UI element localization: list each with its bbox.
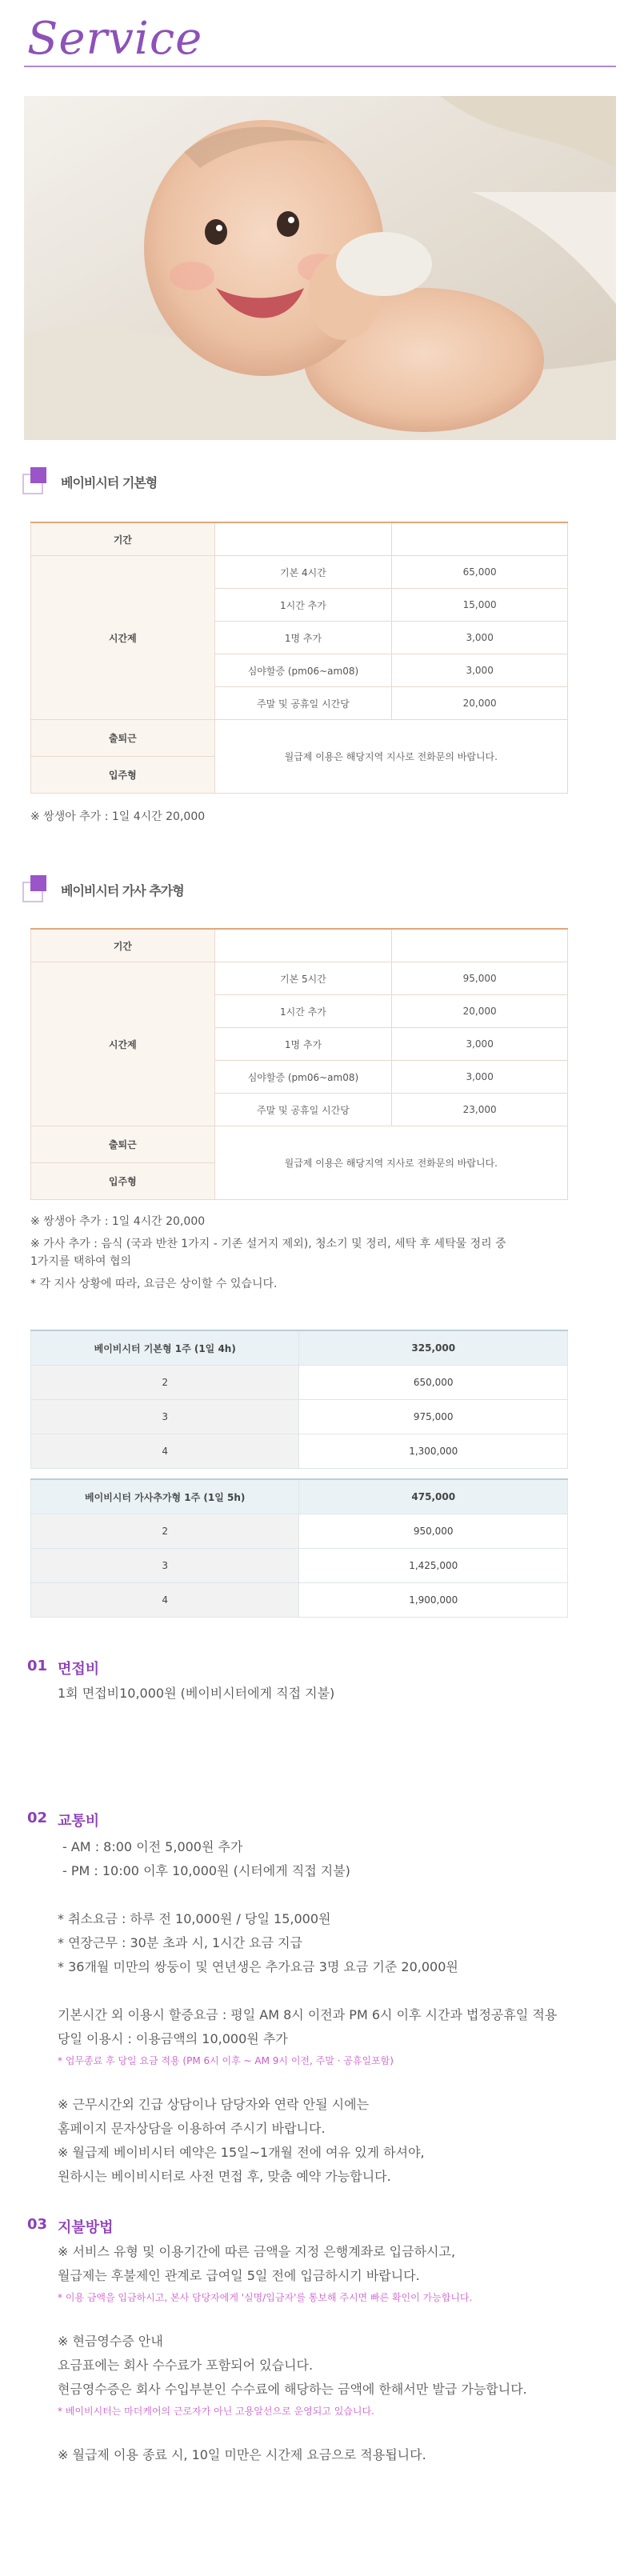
pink-note: * 업무종료 후 당일 요금 적용 (PM 6시 이후 ~ AM 9시 이전, 주말 · 공휴일포함) <box>58 2055 394 2066</box>
item-cell: 주말 및 공휴일 시간당 <box>214 1094 392 1126</box>
note-line: 1가지를 택하여 협의 <box>30 1255 131 1268</box>
weekly-housework-table <box>30 1478 568 1618</box>
body-line: ※ 근무시간외 긴급 상담이나 담당자와 연락 안될 시에는 <box>58 2097 370 2112</box>
body-line: * 연장근무 : 30분 초과 시, 1시간 요금 지급 <box>58 1935 303 1950</box>
price-cell: 65,000 <box>392 556 568 589</box>
body-line: - AM : 8:00 이전 5,000원 추가 <box>62 1839 243 1854</box>
housework-price-table <box>30 928 568 1200</box>
body-line: * 36개월 미만의 쌍둥이 및 연년생은 추가요금 3명 요금 기준 20,000원 <box>58 1959 458 1974</box>
item-cell: 1시간 추가 <box>214 995 392 1028</box>
item-cell: 1시간 추가 <box>214 589 392 622</box>
weekly-head-price: 475,000 <box>299 1479 568 1514</box>
price-cell: 1,900,000 <box>299 1583 568 1618</box>
body-line: 1회 면접비10,000원 (베이비시터에게 직접 지불) <box>58 1686 335 1701</box>
note-line: * 각 지사 상황에 따라, 요금은 상이할 수 있습니다. <box>30 1278 278 1290</box>
sec3-body <box>58 2240 618 2467</box>
price-cell: 650,000 <box>299 1366 568 1400</box>
weeks-cell: 2 <box>31 1514 299 1549</box>
body-line: ※ 월급제 이용 종료 시, 10일 미만은 시간제 요금으로 적용됩니다. <box>58 2447 426 2462</box>
body-line: 기본시간 외 이용시 할증요금 : 평일 AM 8시 이전과 PM 6시 이후 시간과 법정공휴일 적용 <box>58 2007 558 2022</box>
price-cell: 3,000 <box>392 1061 568 1094</box>
weeks-cell: 3 <box>31 1400 299 1434</box>
section-square-icon <box>22 875 50 902</box>
body-line: ※ 서비스 유형 및 이용기간에 따른 금액을 지정 은행계좌로 입금하시고, <box>58 2244 456 2259</box>
body-line: 월급제는 후불제인 관계로 급여일 5일 전에 입금하시기 바랍니다. <box>58 2268 420 2283</box>
price-cell: 20,000 <box>392 687 568 720</box>
sec2-body <box>58 1835 618 2189</box>
period-header: 기간 <box>31 522 215 556</box>
page-title: Service <box>27 13 203 65</box>
housework-notes <box>30 1213 574 1293</box>
price-cell: 1,300,000 <box>299 1434 568 1469</box>
price-cell: 95,000 <box>392 962 568 995</box>
hourly-label: 시간제 <box>31 962 215 1126</box>
weekly-basic-table <box>30 1330 568 1469</box>
price-cell: 3,000 <box>392 622 568 654</box>
weekly-head-price: 325,000 <box>299 1330 568 1366</box>
price-cell: 3,000 <box>392 654 568 687</box>
item-cell: 심야할증 (pm06~am08) <box>214 1061 392 1094</box>
price-cell: 23,000 <box>392 1094 568 1126</box>
item-cell: 1명 추가 <box>214 1028 392 1061</box>
item-cell: 심야할증 (pm06~am08) <box>214 654 392 687</box>
body-line: 요금표에는 회사 수수료가 포함되어 있습니다. <box>58 2358 314 2373</box>
price-cell: 975,000 <box>299 1400 568 1434</box>
body-line: 현금영수증은 회사 수입부분인 수수료에 해당하는 금액에 한해서만 발급 가능합니다. <box>58 2382 527 2397</box>
note-line: ※ 쌍생아 추가 : 1일 4시간 20,000 <box>30 1215 206 1228</box>
body-line: ※ 현금영수증 안내 <box>58 2334 163 2349</box>
livein-label: 입주형 <box>31 757 215 794</box>
title-divider <box>24 66 616 67</box>
livein-label: 입주형 <box>31 1163 215 1200</box>
sec1-label: 면접비 <box>58 1661 100 1678</box>
price-cell: 20,000 <box>392 995 568 1028</box>
item-cell: 주말 및 공휴일 시간당 <box>214 687 392 720</box>
basic-price-table <box>30 522 568 794</box>
weeks-cell: 4 <box>31 1583 299 1618</box>
sec3-number: 03 <box>27 2216 48 2233</box>
housework-section-heading: 베이비시터 가사 추가형 <box>22 870 184 903</box>
sec2-number: 02 <box>27 1810 48 1826</box>
price-cell: 3,000 <box>392 1028 568 1061</box>
pink-note: * 베이비시터는 마더케어의 근로자가 아닌 고용알선으로 운영되고 있습니다. <box>58 2406 374 2417</box>
weekly-head-label: 베이비시터 기본형 1주 (1일 4h) <box>31 1330 299 1366</box>
weeks-cell: 4 <box>31 1434 299 1469</box>
weekly-head-label: 베이비시터 가사추가형 1주 (1일 5h) <box>31 1479 299 1514</box>
body-line: - PM : 10:00 이후 10,000원 (시터에게 직접 지불) <box>62 1863 350 1878</box>
item-cell: 기본 5시간 <box>214 962 392 995</box>
price-cell: 950,000 <box>299 1514 568 1549</box>
price-cell: 15,000 <box>392 589 568 622</box>
twin-note: ※ 쌍생아 추가 : 1일 4시간 20,000 <box>30 810 206 823</box>
sec2-label: 교통비 <box>58 1813 100 1830</box>
sec1-number: 01 <box>27 1658 48 1674</box>
hourly-label: 시간제 <box>31 556 215 720</box>
basic-section-heading: 베이비시터 기본형 <box>22 462 157 495</box>
sec1-body <box>58 1682 334 1706</box>
sec3-label: 지불방법 <box>58 2219 114 2236</box>
body-line: ※ 월급제 베이비시터 예약은 15일~1개월 전에 여유 있게 하셔야, <box>58 2145 425 2160</box>
body-line: * 취소요금 : 하루 전 10,000원 / 당일 15,000원 <box>58 1911 331 1926</box>
hero-baby-photo <box>24 96 616 440</box>
weeks-cell: 3 <box>31 1549 299 1583</box>
monthly-note: 월급제 이용은 해당지역 지사로 전화문의 바랍니다. <box>214 1126 567 1200</box>
body-line: 당일 이용시 : 이용금액의 10,000원 추가 <box>58 2031 288 2046</box>
note-line: ※ 가사 추가 : 음식 (국과 반찬 1가지 - 기존 설거지 제외), 청소기 및 정리, 세탁 후 세탁물 정리 중 <box>30 1238 506 1250</box>
pink-note: * 이용 금액을 입금하시고, 본사 담당자에게 '실명/입금자'를 통보해 주시면 빠른 확인이 가능합니다. <box>58 2292 473 2303</box>
body-line: 홈페이지 문자상담을 이용하여 주시기 바랍니다. <box>58 2121 326 2136</box>
commute-label: 출퇴근 <box>31 1126 215 1163</box>
commute-label: 출퇴근 <box>31 720 215 757</box>
body-line: 원하시는 베이비시터로 사전 면접 후, 맞춤 예약 가능합니다. <box>58 2169 391 2184</box>
item-cell: 기본 4시간 <box>214 556 392 589</box>
price-cell: 1,425,000 <box>299 1549 568 1583</box>
baby-illustration <box>24 96 616 440</box>
weeks-cell: 2 <box>31 1366 299 1400</box>
monthly-note: 월급제 이용은 해당지역 지사로 전화문의 바랍니다. <box>214 720 567 794</box>
period-header: 기간 <box>31 929 215 962</box>
section-square-icon <box>22 467 50 494</box>
item-cell: 1명 추가 <box>214 622 392 654</box>
